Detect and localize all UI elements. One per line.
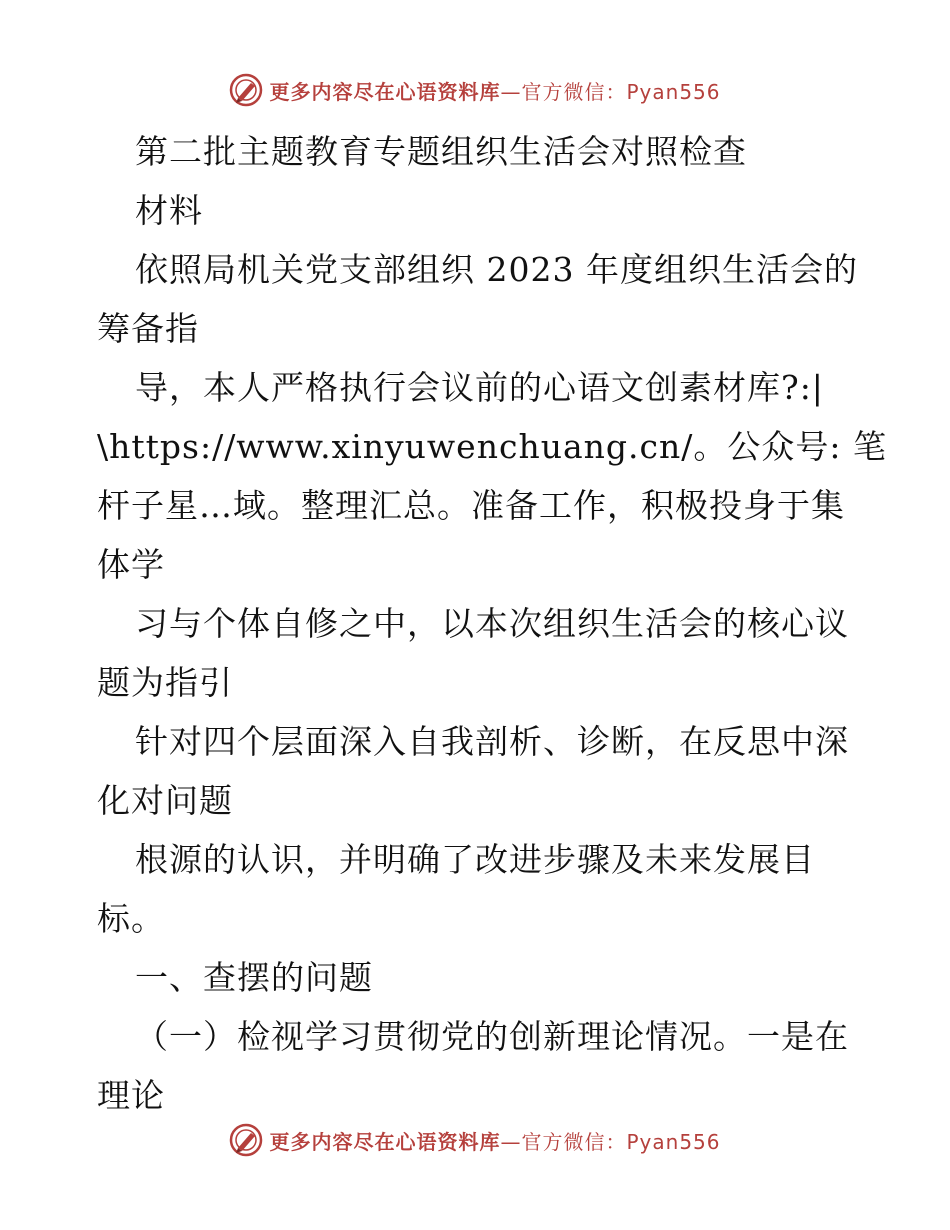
paragraph-line: 体学 <box>97 545 165 584</box>
paragraph-line: 导，本人严格执行会议前的心语文创素材库?:| <box>135 368 824 407</box>
paragraph-line: 化对问题 <box>97 781 233 820</box>
paragraph-line: 理论 <box>97 1076 165 1115</box>
watermark-main: 更多内容尽在心语资料库 <box>269 79 501 104</box>
pen-logo-icon <box>229 73 263 107</box>
paragraph-line: 习与个体自修之中，以本次组织生活会的核心议 <box>135 604 849 643</box>
paragraph-line: 标。 <box>97 899 165 938</box>
paragraph-line: 根源的认识，并明确了改进步骤及未来发展目 <box>135 840 815 879</box>
paragraph-line: 依照局机关党支部组织 2023 年度组织生活会的 <box>135 250 858 289</box>
watermark-handle: Pyan556 <box>626 79 721 104</box>
watermark-sep: —官方微信： <box>500 1129 627 1154</box>
watermark-main: 更多内容尽在心语资料库 <box>269 1129 501 1154</box>
subsection-heading: （一）检视学习贯彻党的创新理论情况。一是在 <box>135 1017 849 1056</box>
header-watermark <box>0 70 950 110</box>
footer-watermark <box>0 1120 950 1160</box>
doc-title-line-1: 第二批主题教育专题组织生活会对照检查 <box>135 132 747 171</box>
watermark-text <box>269 76 720 105</box>
pen-logo-icon <box>229 1123 263 1157</box>
paragraph-line: 针对四个层面深入自我剖析、诊断，在反思中深 <box>135 722 849 761</box>
paragraph-line: 题为指引 <box>97 663 233 702</box>
watermark-handle: Pyan556 <box>626 1129 721 1154</box>
section-heading: 一、查摆的问题 <box>135 958 373 997</box>
paragraph-line: 筹备指 <box>97 309 199 348</box>
paragraph-line-url: \https://www.xinyuwenchuang.cn/。公众号: 笔 <box>97 427 887 466</box>
doc-title-line-2: 材料 <box>135 191 203 230</box>
document-body <box>97 122 887 1125</box>
paragraph-line: 杆子星…域。整理汇总。准备工作，积极投身于集 <box>97 486 845 525</box>
watermark-text <box>269 1126 720 1155</box>
watermark-sep: —官方微信： <box>500 79 627 104</box>
